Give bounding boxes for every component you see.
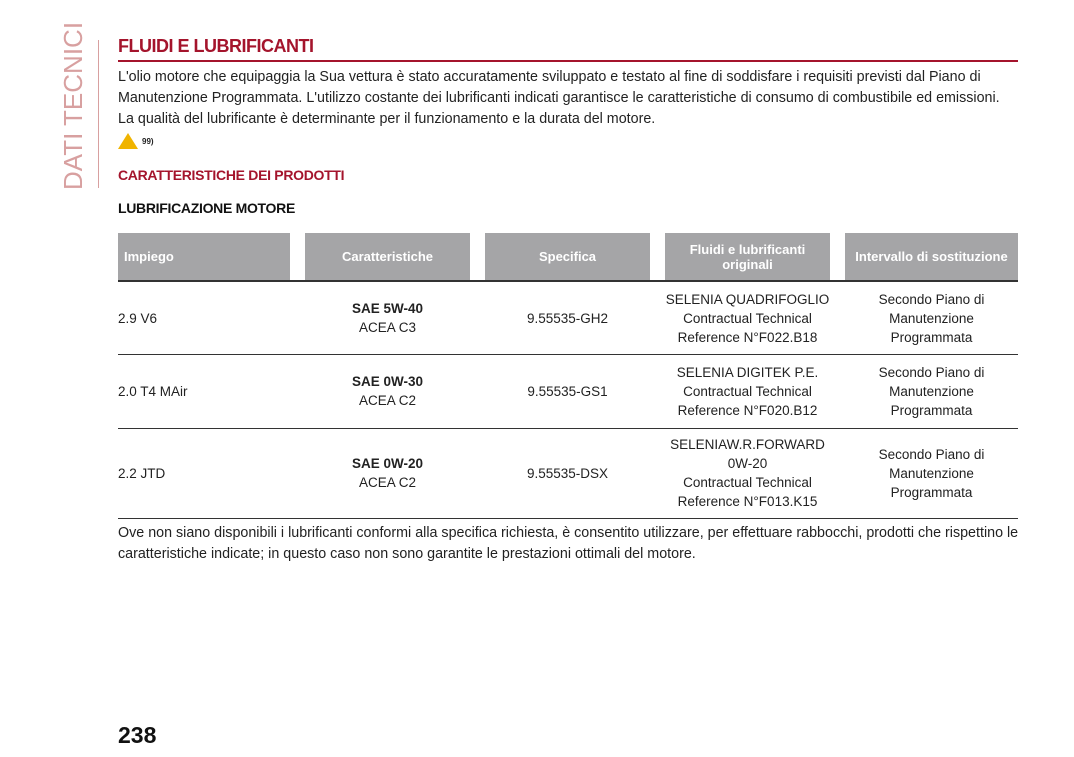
page-number: 238 [118, 722, 157, 748]
table-header [118, 233, 1018, 280]
table-row [118, 282, 1018, 354]
table-row [118, 428, 1018, 518]
cell-specifica: 9.55535-GS1 [527, 383, 608, 399]
intro-text: L'olio motore che equipaggia la Sua vettura è stato accuratamente sviluppato e testato al fine di soddisfare i requisiti previsti dal Piano di Manutenzione Programmata. L'utilizzo costante dei lubrificanti indicati garantisce le caratteristiche di consumo di combustibile ed emissioni. La qualità del lubrificante è determinante per il funzionamento e la durata del motore. [118, 69, 1000, 127]
cell-fluidi: SELENIA DIGITEK P.E. Contractual Technical Reference N°F020.B12 [676, 364, 819, 418]
cell-fluidi: SELENIAW.R.FORWARD 0W-20 Contractual Technical Reference N°F013.K15 [670, 437, 825, 509]
cell-impiego: 2.2 JTD [118, 465, 166, 481]
header-impiego: Impiego [118, 233, 290, 280]
cell-impiego: 2.9 V6 [118, 310, 158, 326]
page-title: FLUIDI E LUBRIFICANTI [118, 36, 314, 56]
warning-ref: 99) [118, 133, 154, 149]
section-heading: LUBRIFICAZIONE MOTORE [118, 200, 295, 216]
title-rule [118, 60, 1018, 62]
cell-fluidi: SELENIA QUADRIFOGLIO Contractual Technical Reference N°F022.B18 [665, 291, 830, 345]
cell-caratteristiche: SAE 0W-20 ACEA C2 [351, 456, 423, 490]
side-divider [98, 40, 99, 188]
subtitle: CARATTERISTICHE DEI PRODOTTI [118, 167, 345, 183]
cell-caratteristiche: SAE 5W-40 ACEA C3 [351, 301, 423, 335]
warning-icon [118, 133, 138, 149]
cell-specifica: 9.55535-GH2 [526, 310, 609, 326]
cell-impiego: 2.0 T4 MAir [118, 383, 188, 399]
cell-intervallo: Secondo Piano di Manutenzione Programmata [878, 446, 985, 500]
header-intervallo: Intervallo di sostituzione [845, 233, 1018, 280]
row-divider [118, 518, 1018, 519]
cell-caratteristiche: SAE 0W-30 ACEA C2 [351, 374, 423, 408]
header-specifica: Specifica [485, 233, 650, 280]
header-fluidi: Fluidi e lubrificanti originali [665, 233, 830, 280]
cell-intervallo: Secondo Piano di Manutenzione Programmata [878, 291, 985, 345]
cell-specifica: 9.55535-DSX [526, 465, 609, 481]
header-caratteristiche: Caratteristiche [305, 233, 470, 280]
footnote: Ove non siano disponibili i lubrificanti conformi alla specifica richiesta, è consentito utilizzare, per effettuare rabbocchi, prodotti che rispettino le caratteristiche indicate; in questo caso non sono garantite le prestazioni ottimali del motore. [118, 525, 1019, 562]
side-section-label: DATI TECNICI [58, 21, 88, 190]
cell-intervallo: Secondo Piano di Manutenzione Programmata [878, 364, 985, 418]
table-row [118, 354, 1018, 428]
